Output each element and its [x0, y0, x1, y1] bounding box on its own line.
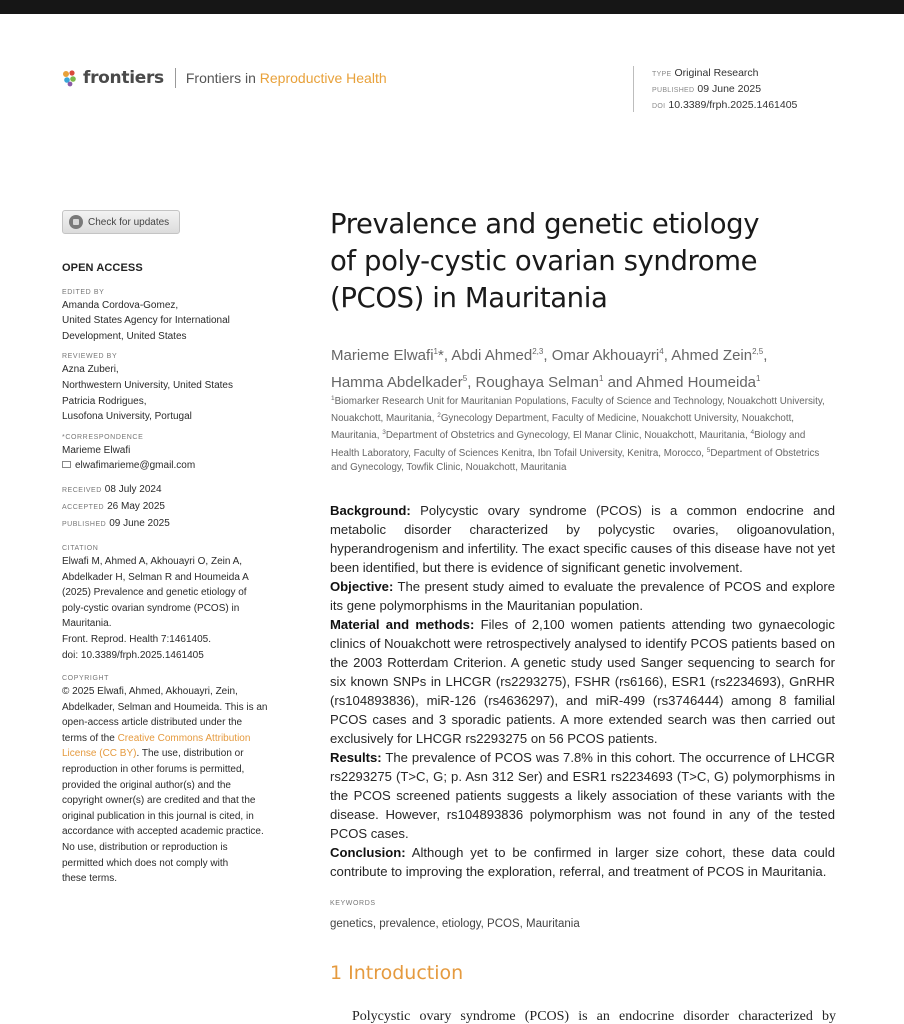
reviewed-by-heading: REVIEWED BY	[62, 353, 118, 361]
meta-published: PUBLISHED 09 June 2025	[652, 83, 762, 95]
title-line: Prevalence and genetic etiology	[330, 208, 760, 240]
editor-line: United States Agency for International	[62, 315, 230, 327]
author-name[interactable]: Roughaya Selman	[475, 374, 599, 391]
article-meta	[633, 66, 797, 112]
citation-line: Abdelkader H, Selman R and Houmeida A	[62, 571, 249, 583]
citation-line: Mauritania.	[62, 618, 112, 630]
open-access-label: OPEN ACCESS	[62, 262, 143, 274]
copyright-line: © 2025 Elwafi, Ahmed, Akhouayri, Zein,	[62, 686, 238, 698]
affiliation: Department of Obstetrics and Gynecology, Towfik Clinic, Nouakchott, Mauritania	[331, 447, 820, 473]
brand-name: frontiers	[83, 68, 164, 88]
affiliation: Department of Obstetrics and Gynecology, El Manar Clinic, Nouakchott, Mauritania,	[385, 430, 751, 442]
copyright-line: No use, distribution or reproduction is	[62, 842, 228, 854]
check-updates-icon	[69, 215, 83, 229]
article-title	[330, 206, 850, 317]
copyright-line: copyright owner(s) are credited and that the	[62, 795, 256, 807]
meta-type: TYPE Original Research	[652, 67, 759, 79]
accepted-date: ACCEPTED 26 May 2025	[62, 500, 165, 512]
article-sidebar	[62, 261, 302, 887]
editor-line: Development, United States	[62, 330, 187, 342]
correspondence-email-row[interactable]	[62, 458, 302, 474]
abstract-results: Results: The prevalence of PCOS was 7.8% in this cohort. The occurrence of LHCGR rs2293275 (T>C, G; p. Asn 312 Ser) and ESR1 rs2234693 (T>C, G) polymorphisms in the PCOS screened patients suggests a likely association of these variants with the disease. However, rs104893836 polymorphism was not found in any of the tested PCOS cases.	[330, 750, 835, 841]
affiliation: Biology and Health Laboratory, Faculty of Sciences Kenitra, Ibn Tofail University, Kenitra, Morocco,	[331, 430, 806, 459]
copyright-heading: COPYRIGHT	[62, 675, 110, 683]
copyright-line: accordance with accepted academic practice.	[62, 826, 264, 838]
copyright-line: terms of the Creative Commons Attribution	[62, 732, 251, 744]
journal-accent: Reproductive Health	[259, 70, 387, 86]
copyright-line: original publication in this journal is cited, in	[62, 810, 254, 822]
copyright-line: open-access article distributed under the	[62, 717, 243, 729]
received-date: RECEIVED 08 July 2024	[62, 483, 162, 495]
keywords: genetics, prevalence, etiology, PCOS, Mauritania	[330, 918, 580, 930]
author-line: Hamma Abdelkader$^5$, Roughaya Selman$^1$ and Ahmed Houmeida$^1$	[331, 374, 761, 391]
keywords-heading: KEYWORDS	[330, 900, 376, 907]
abstract-conclusion: Conclusion: Although yet to be confirmed in larger size cohort, these data could contribute to improving the exploration, referral, and treatment of PCOS in Mauritania.	[330, 845, 835, 879]
affiliation: Gynecology Department, Faculty of Medicine, Nouakchott University, Nouakchott, Mauritania,	[331, 413, 795, 442]
author-name[interactable]: Ahmed Zein	[671, 347, 753, 364]
published-date: PUBLISHED 09 June 2025	[62, 517, 170, 529]
copyright-line: reproduction in other forums is permitted,	[62, 764, 245, 776]
reviewer-line: Azna Zuberi,	[62, 364, 119, 376]
introduction-heading: 1 Introduction	[330, 962, 464, 984]
copyright-line: these terms.	[62, 873, 118, 885]
author-line: Marieme Elwafi$^1$*, Abdi Ahmed$^{2,3}$, Omar Akhouayri$^4$, Ahmed Zein$^{2,5}$,	[331, 347, 768, 364]
check-for-updates-button[interactable]	[62, 210, 180, 234]
cc-license-link[interactable]: License (CC BY)	[62, 748, 137, 760]
mail-icon	[62, 461, 71, 468]
meta-doi[interactable]: DOI 10.3389/frph.2025.1461405	[652, 99, 798, 111]
author-name[interactable]: Ahmed Houmeida	[635, 374, 757, 391]
citation-line: Elwafi M, Ahmed A, Akhouayri O, Zein A,	[62, 555, 243, 567]
author-name[interactable]: Marieme Elwafi	[331, 347, 434, 364]
cc-license-link[interactable]: Creative Commons Attribution	[117, 732, 251, 744]
reviewer-line: Northwestern University, United States	[62, 379, 233, 391]
top-bar	[0, 0, 904, 14]
header-divider	[175, 68, 176, 88]
title-line: (PCOS) in Mauritania	[330, 282, 608, 314]
author-list	[331, 340, 851, 394]
introduction-text: Polycystic ovary syndrome (PCOS) is an endocrine disorder characterized by	[352, 1009, 836, 1024]
citation-heading: CITATION	[62, 544, 99, 552]
abstract-background: Background: Polycystic ovary syndrome (PCOS) is a common endocrine and metabolic disorder characterized by polycystic ovaries, oligoanovulation, hyperandrogenism and infertility. The exact specific causes of this disease have not yet been identified, but there is evidence of significant genetic involvement.	[330, 503, 835, 575]
author-name[interactable]: Abdi Ahmed	[451, 347, 533, 364]
correspondence-email[interactable]: elwafimarieme@gmail.com	[75, 460, 196, 472]
edited-by-heading: EDITED BY	[62, 288, 105, 296]
citation-line: poly-cystic ovarian syndrome (PCOS) in	[62, 602, 240, 614]
copyright-line: License (CC BY). The use, distribution or	[62, 748, 244, 760]
abstract-objective: Objective: The present study aimed to evaluate the prevalence of PCOS and explore its gene polymorphisms in the Mauritanian population.	[330, 579, 835, 613]
title-line: of poly-cystic ovarian syndrome	[330, 245, 758, 277]
correspondence-name: Marieme Elwafi	[62, 444, 131, 456]
editor-line: Amanda Cordova-Gomez,	[62, 299, 179, 311]
journal-title[interactable]	[186, 70, 387, 86]
correspondence-heading: *CORRESPONDENCE	[62, 433, 144, 441]
author-name[interactable]: Hamma Abdelkader	[331, 374, 463, 391]
check-updates-label: Check for updates	[88, 216, 170, 228]
author-name[interactable]: Omar Akhouayri	[551, 347, 660, 364]
journal-header	[62, 68, 387, 88]
affiliations: $^1$Biomarker Research Unit for Mauritanian Populations, Faculty of Science and Technology, Nouakchott University, Nouakchott, Mauritania, $^2$Gynecology Department, Faculty of Medicine, Nouakchott University, Nouakchott, Mauritania, $^3$Department of Obstetrics and Gynecology, El Manar Clinic, Nouakchott, Mauritania, $^4$Biology and Health Laboratory, Faculty of Sciences Kenitra, Ibn Tofail University, Kenitra, Morocco, $^5$Department of Obstetrics and Gynecology, Towfik Clinic, Nouakchott, Mauritania	[331, 395, 825, 473]
citation-line: Front. Reprod. Health 7:1461405.	[62, 633, 211, 645]
reviewer-line: Lusofona University, Portugal	[62, 411, 192, 423]
frontiers-logo-icon	[62, 69, 79, 87]
abstract	[330, 501, 835, 881]
affiliation: Biomarker Research Unit for Mauritanian Populations, Faculty of Science and Technology, Nouakchott University, Nouakchott, Mauritania,	[331, 396, 825, 425]
abstract-methods: Material and methods: Files of 2,100 women patients attending two gynaecologic clinics of Nouakchott were retrospectively analysed to identify PCOS patients based on the 2003 Rotterdam Criterion. A genetic study used Sanger sequencing to search for six known SNPs in LHCGR (rs2293275), FSHR (rs6166), ESR1 (rs2234693), GnRHR (rs104893836), miR-126 (rs4636297), and miR-499 (rs3746444) among 8 familial PCOS cases and 3 sporadic patients. A more extended search was then carried out exclusively for LHCGR rs2293275 on 56 PCOS patients.	[330, 617, 835, 746]
reviewer-line: Patricia Rodrigues,	[62, 395, 147, 407]
copyright-line: Abdelkader, Selman and Houmeida. This is an	[62, 701, 268, 713]
journal-prefix: Frontiers in	[185, 70, 256, 86]
copyright-line: provided the original author(s) and the	[62, 779, 231, 791]
copyright-line: permitted which does not comply with	[62, 857, 229, 869]
citation-line: (2025) Prevalence and genetic etiology of	[62, 587, 247, 599]
citation-doi[interactable]: doi: 10.3389/frph.2025.1461405	[62, 649, 204, 661]
